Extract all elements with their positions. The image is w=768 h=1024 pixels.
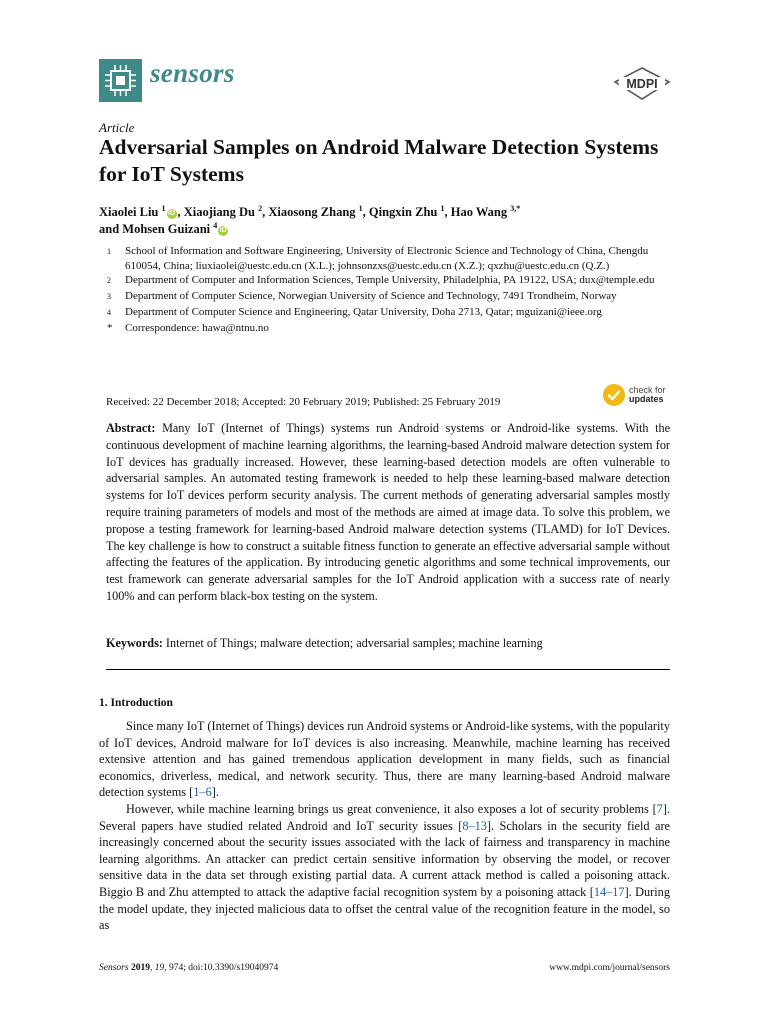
publisher-logo — [612, 66, 672, 107]
body-text — [99, 718, 670, 934]
author-name[interactable]: Xiaojiang Du — [183, 205, 255, 219]
author-name[interactable]: Qingxin Zhu — [368, 205, 438, 219]
footer-citation: Sensors 2019, 19, 974; doi:10.3390/s19040974 — [99, 963, 279, 973]
check-updates-line2: updates — [629, 394, 664, 404]
check-updates-line1: check for — [629, 385, 666, 395]
orcid-icon[interactable]: iD — [168, 210, 176, 217]
author-name[interactable]: Xiaolei Liu — [99, 205, 159, 219]
author-conjunction: and — [99, 222, 120, 236]
affiliation-item — [99, 244, 674, 273]
keywords-label: Keywords: — [106, 636, 163, 650]
abstract-text: Many IoT (Internet of Things) systems run Android systems or Android-like systems. With the continuous development of machine learning algorithms, the learning-based Android malware detection system for IoT devices has gradually increased. However, these learning-based detection models are often vulnerable to adversarial samples. An automated testing framework is needed to help these learning-based malware detection systems for IoT devices perform security analysis. The current methods of generating adversarial samples mostly require training parameters of models and most of the methods are aimed at image data. To solve this problem, we propose a testing framework for learning-based Android malware detection systems (TLAMD) for IoT Devices. The key challenge is how to construct a suitable fitness function to generate an effective adversarial sample without affecting the features of the application. By introducing genetic algorithms and some technical improvements, our test framework can generate adversarial samples for the IoT Android application with a success rate of nearly 100% and can perform black-box testing on the system. — [106, 421, 670, 603]
affiliation-item — [99, 273, 674, 289]
footer-url[interactable]: www.mdpi.com/journal/sensors — [549, 963, 670, 973]
paragraph — [99, 718, 670, 801]
author-affiliation-sup: 1 — [358, 203, 363, 213]
footer-journal: Sensors — [99, 963, 129, 973]
section-divider — [106, 669, 670, 670]
paragraph-text: Since many IoT (Internet of Things) devices run Android systems or Android-like systems, with the popularity of IoT devices, Android malware for IoT devices is also increasing. Meanwhile, machine learning has received extensive attention and has gained tremendous application development in many fields, such as financial economics, driverless, medical, and network security. Thus, there are many learning-based Android malware detection systems [ — [99, 719, 670, 800]
affiliation-item — [99, 289, 674, 305]
paragraph-text: However, while machine learning brings us great convenience, it also exposes a lot of security problems [ — [126, 801, 657, 816]
affiliation-number: 4 — [107, 307, 111, 317]
author-name[interactable]: Mohsen Guizani — [122, 222, 211, 236]
paragraph-text: ]. Scholars in the security field are increasingly concerned about the security issues associated with the lack of fairness and transparency in machine learning algorithms. An attacker can predict certain sensitive information by observing the model, or recover sensitive data in the data set through existing partial data. A current attack method is called a poisoning attack. Biggio B and Zhu attempted to attack the adaptive facial recognition system by a poisoning attack [ — [99, 818, 671, 899]
citation-link[interactable]: 14–17 — [593, 884, 625, 899]
abstract — [106, 420, 670, 605]
article-title: Adversarial Samples on Android Malware Detection Systems for IoT Systems — [99, 135, 659, 186]
checkmark-icon — [603, 384, 625, 406]
affiliation-text: Department of Computer and Information Sciences, Temple University, Philadelphia, PA 19122, USA; dux@temple.edu — [125, 274, 655, 287]
author-name[interactable]: Xiaosong Zhang — [268, 205, 356, 219]
affiliation-text: Department of Computer Science, Norwegian University of Science and Technology, 7491 Trondheim, Norway — [125, 290, 617, 303]
affiliation-text: School of Information and Software Engineering, University of Electronic Science and Technology of China, Chengdu 610054, China; liuxiaolei@uestc.edu.cn (X.L.); johnsonzxs@uestc.edu.cn (X.Z.); qxzhu@uestc.edu.cn (Q.Z.) — [125, 245, 649, 272]
article-type: Article — [99, 120, 135, 135]
citation-link[interactable]: 1–6 — [193, 785, 212, 800]
author-affiliation-sup: 1 — [440, 203, 445, 213]
affiliation-number: 1 — [107, 247, 111, 256]
publication-dates: Received: 22 December 2018; Accepted: 20 February 2019; Published: 25 February 2019 — [106, 396, 501, 408]
citation-link[interactable]: 7 — [656, 801, 663, 816]
author-affiliation-sup: 4 — [213, 220, 218, 230]
orcid-icon[interactable]: iD — [219, 227, 227, 234]
section-heading: 1. Introduction — [99, 697, 173, 709]
author-affiliation-sup: 3,* — [510, 203, 521, 213]
author-name[interactable]: Hao Wang — [450, 205, 508, 219]
affiliation-number: * — [107, 321, 113, 334]
check-for-updates-button[interactable] — [603, 384, 673, 410]
journal-logo — [99, 59, 142, 102]
author-affiliation-sup: 1 — [161, 203, 166, 213]
footer-volume: 19 — [154, 963, 165, 973]
abstract-label: Abstract: — [106, 421, 156, 435]
affiliation-item — [99, 305, 674, 321]
keywords-text: Internet of Things; malware detection; adversarial samples; machine learning — [165, 636, 543, 650]
author-list: Xiaolei Liu $^1$iD , Xiaojiang Du $^2$, Xiaosong Zhang $^1$, Qingxin Zhu $^1$, Hao Wang $^{3,*}$ and Mohsen Guizani $^4$iD — [99, 203, 521, 236]
journal-name: sensors — [150, 58, 235, 88]
sensor-chip-icon — [99, 59, 142, 102]
publisher-name: MDPI — [626, 77, 658, 91]
paragraph-text: ]. Several papers have studied related Android and IoT security issues [ — [99, 801, 670, 833]
keywords — [106, 636, 670, 651]
affiliation-item — [99, 321, 674, 336]
affiliation-text: Correspondence: hawa@ntnu.no — [125, 321, 269, 334]
paragraph-text: ]. — [211, 785, 219, 800]
citation-link[interactable]: 8–13 — [462, 818, 487, 833]
author-affiliation-sup: 2 — [258, 203, 263, 213]
footer-doi: , 974; doi:10.3390/s19040974 — [164, 963, 279, 973]
footer-year: 2019 — [130, 963, 150, 973]
paragraph — [99, 801, 670, 934]
affiliations — [99, 244, 674, 335]
affiliation-number: 3 — [107, 292, 111, 302]
paragraph-text: ]. During the model update, they injected malicious data to offset the central value of the recognition feature in the model, so as — [99, 884, 670, 933]
affiliation-number: 2 — [107, 276, 111, 286]
affiliation-text: Department of Computer Science and Engineering, Qatar University, Doha 2713, Qatar; mguizani@ieee.org — [125, 305, 602, 318]
